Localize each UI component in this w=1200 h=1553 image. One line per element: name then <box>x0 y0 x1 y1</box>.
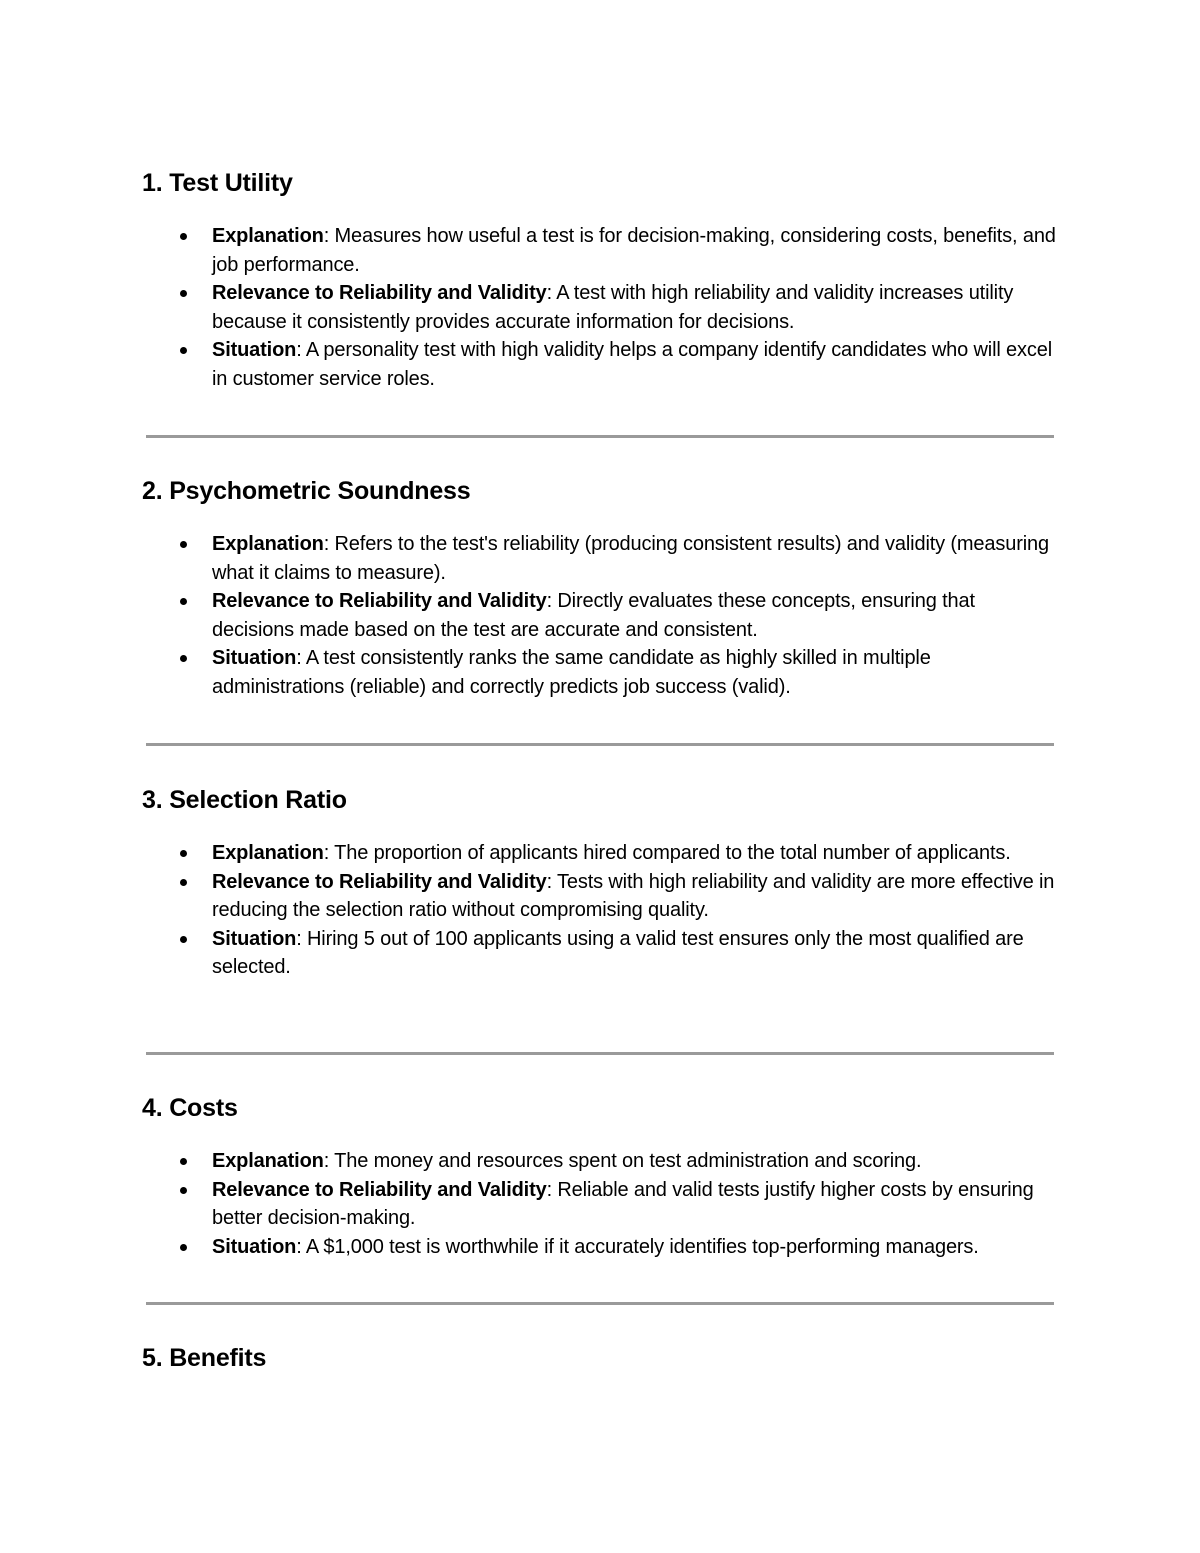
list-item <box>142 222 1062 279</box>
list-item <box>142 839 1062 868</box>
list-item <box>142 1176 1062 1233</box>
item-text: : Directly evaluates these concepts, ensuring that decisions made based on the test are accurate and consistent. <box>212 590 975 641</box>
section-heading: 4. Costs <box>142 1094 238 1122</box>
bullet-list <box>142 222 1062 394</box>
horizontal-rule <box>146 435 1054 438</box>
bullet-icon <box>180 1158 187 1165</box>
item-text: : Hiring 5 out of 100 applicants using a valid test ensures only the most qualified are selected. <box>212 927 1024 979</box>
list-item <box>142 868 1062 925</box>
item-label: Situation <box>212 927 297 950</box>
item-label: Situation <box>212 1235 297 1258</box>
section-test-utility <box>142 168 1062 394</box>
section-benefits <box>142 1343 1062 1373</box>
item-text: : The money and resources spent on test administration and scoring. <box>323 1150 922 1172</box>
list-item <box>142 644 1062 701</box>
section-selection-ratio <box>142 785 1062 982</box>
bullet-icon <box>180 541 187 548</box>
item-text: : Measures how useful a test is for decision-making, considering costs, benefits, and job performance. <box>212 225 1056 276</box>
item-label: Relevance to Reliability and Validity <box>212 282 547 305</box>
list-item <box>142 530 1062 587</box>
list-item <box>142 925 1062 982</box>
bullet-icon <box>180 1187 187 1194</box>
bullet-icon <box>180 290 187 297</box>
item-label: Explanation <box>212 225 324 247</box>
bullet-icon <box>180 936 187 943</box>
bullet-icon <box>180 598 187 605</box>
item-label: Relevance to Reliability and Validity <box>212 870 547 893</box>
list-item <box>142 1233 1062 1262</box>
item-text: : A $1,000 test is worthwhile if it accurately identifies top-performing managers. <box>296 1235 979 1258</box>
list-item <box>142 587 1062 644</box>
item-label: Explanation <box>212 842 324 864</box>
section-heading: 3. Selection Ratio <box>142 786 347 814</box>
bullet-icon <box>180 850 187 857</box>
bullet-list <box>142 839 1062 982</box>
item-text: : A test with high reliability and validity increases utility because it consistently provides accurate information for decisions. <box>212 282 1014 333</box>
section-heading: 2. Psychometric Soundness <box>142 477 471 505</box>
item-label: Explanation <box>212 533 324 555</box>
list-item <box>142 279 1062 336</box>
bullet-icon <box>180 655 187 662</box>
item-label: Situation <box>212 647 297 670</box>
item-text: : Refers to the test's reliability (producing consistent results) and validity (measuring what it claims to measure). <box>212 533 1049 584</box>
horizontal-rule <box>146 1302 1054 1305</box>
horizontal-rule <box>146 743 1054 746</box>
bullet-icon <box>180 1244 187 1251</box>
section-psychometric-soundness <box>142 476 1062 702</box>
item-text: : The proportion of applicants hired compared to the total number of applicants. <box>323 842 1011 864</box>
item-label: Explanation <box>212 1150 324 1172</box>
item-text: : A personality test with high validity helps a company identify candidates who will excel in customer service roles. <box>212 339 1053 390</box>
bullet-list <box>142 1147 1062 1261</box>
item-text: : Reliable and valid tests justify higher costs by ensuring better decision-making. <box>212 1178 1034 1230</box>
bullet-icon <box>180 233 187 240</box>
bullet-list <box>142 530 1062 702</box>
section-heading: 5. Benefits <box>142 1344 267 1372</box>
section-costs <box>142 1093 1062 1261</box>
item-text: : Tests with high reliability and validity are more effective in reducing the selection ratio without compromising quality. <box>212 870 1055 922</box>
item-label: Situation <box>212 339 297 362</box>
list-item <box>142 1147 1062 1176</box>
list-item <box>142 336 1062 393</box>
item-text: : A test consistently ranks the same candidate as highly skilled in multiple administrations (reliable) and correctly predicts job success (valid). <box>212 647 931 698</box>
horizontal-rule <box>146 1052 1054 1055</box>
item-label: Relevance to Reliability and Validity <box>212 1178 547 1201</box>
section-heading: 1. Test Utility <box>142 169 293 197</box>
bullet-icon <box>180 347 187 354</box>
bullet-icon <box>180 879 187 886</box>
item-label: Relevance to Reliability and Validity <box>212 590 547 613</box>
